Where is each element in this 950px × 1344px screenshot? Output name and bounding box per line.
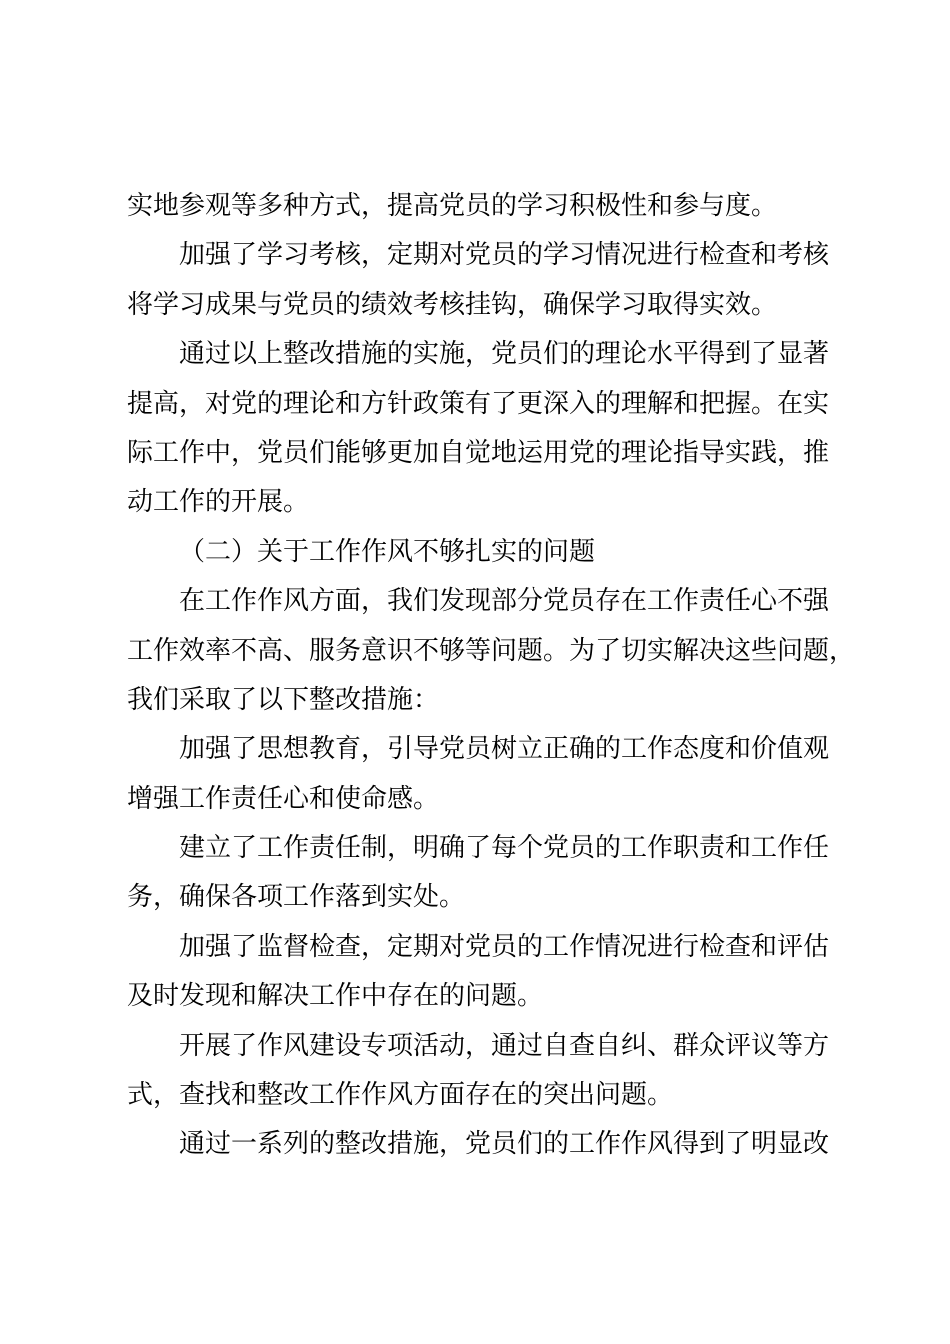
text-line: 通过一系列的整改措施，党员们的工作作风得到了明显改 [179, 1129, 830, 1160]
text-line: 加强了学习考核，定期对党员的学习情况进行检查和考核 [179, 240, 830, 271]
body-text [127, 182, 856, 1170]
text-line: （二）关于工作作风不够扎实的问题 [179, 536, 596, 567]
text-line: 加强了监督检查，定期对党员的工作情况进行检查和评估 [179, 931, 830, 962]
text-line: 将学习成果与党员的绩效考核挂钩，确保学习取得实效。 [127, 289, 778, 320]
text-line: 开展了作风建设专项活动，通过自查自纠、群众评议等方 [179, 1030, 830, 1061]
text-line: 增强工作责任心和使命感。 [127, 783, 440, 814]
text-line: 建立了工作责任制，明确了每个党员的工作职责和工作任 [179, 833, 830, 864]
text-line: 务，确保各项工作落到实处。 [127, 882, 466, 913]
text-line: 工作效率不高、服务意识不够等问题。为了切实解决这些问题， [127, 635, 856, 666]
text-line: 际工作中，党员们能够更加自觉地运用党的理论指导实践，推 [127, 437, 830, 468]
text-line: 实地参观等多种方式，提高党员的学习积极性和参与度。 [127, 191, 778, 221]
text-line: 我们采取了以下整改措施： [127, 684, 440, 715]
text-line: 在工作作风方面，我们发现部分党员存在工作责任心不强 [179, 586, 830, 617]
text-line: 式，查找和整改工作作风方面存在的突出问题。 [127, 1080, 674, 1111]
text-line: 通过以上整改措施的实施，党员们的理论水平得到了显著 [179, 339, 830, 370]
text-line: 提高，对党的理论和方针政策有了更深入的理解和把握。在实 [127, 388, 830, 419]
text-line: 动工作的开展。 [127, 487, 310, 518]
text-line: 及时发现和解决工作中存在的问题。 [127, 981, 544, 1012]
text-line: 加强了思想教育，引导党员树立正确的工作态度和价值观 [179, 734, 830, 765]
